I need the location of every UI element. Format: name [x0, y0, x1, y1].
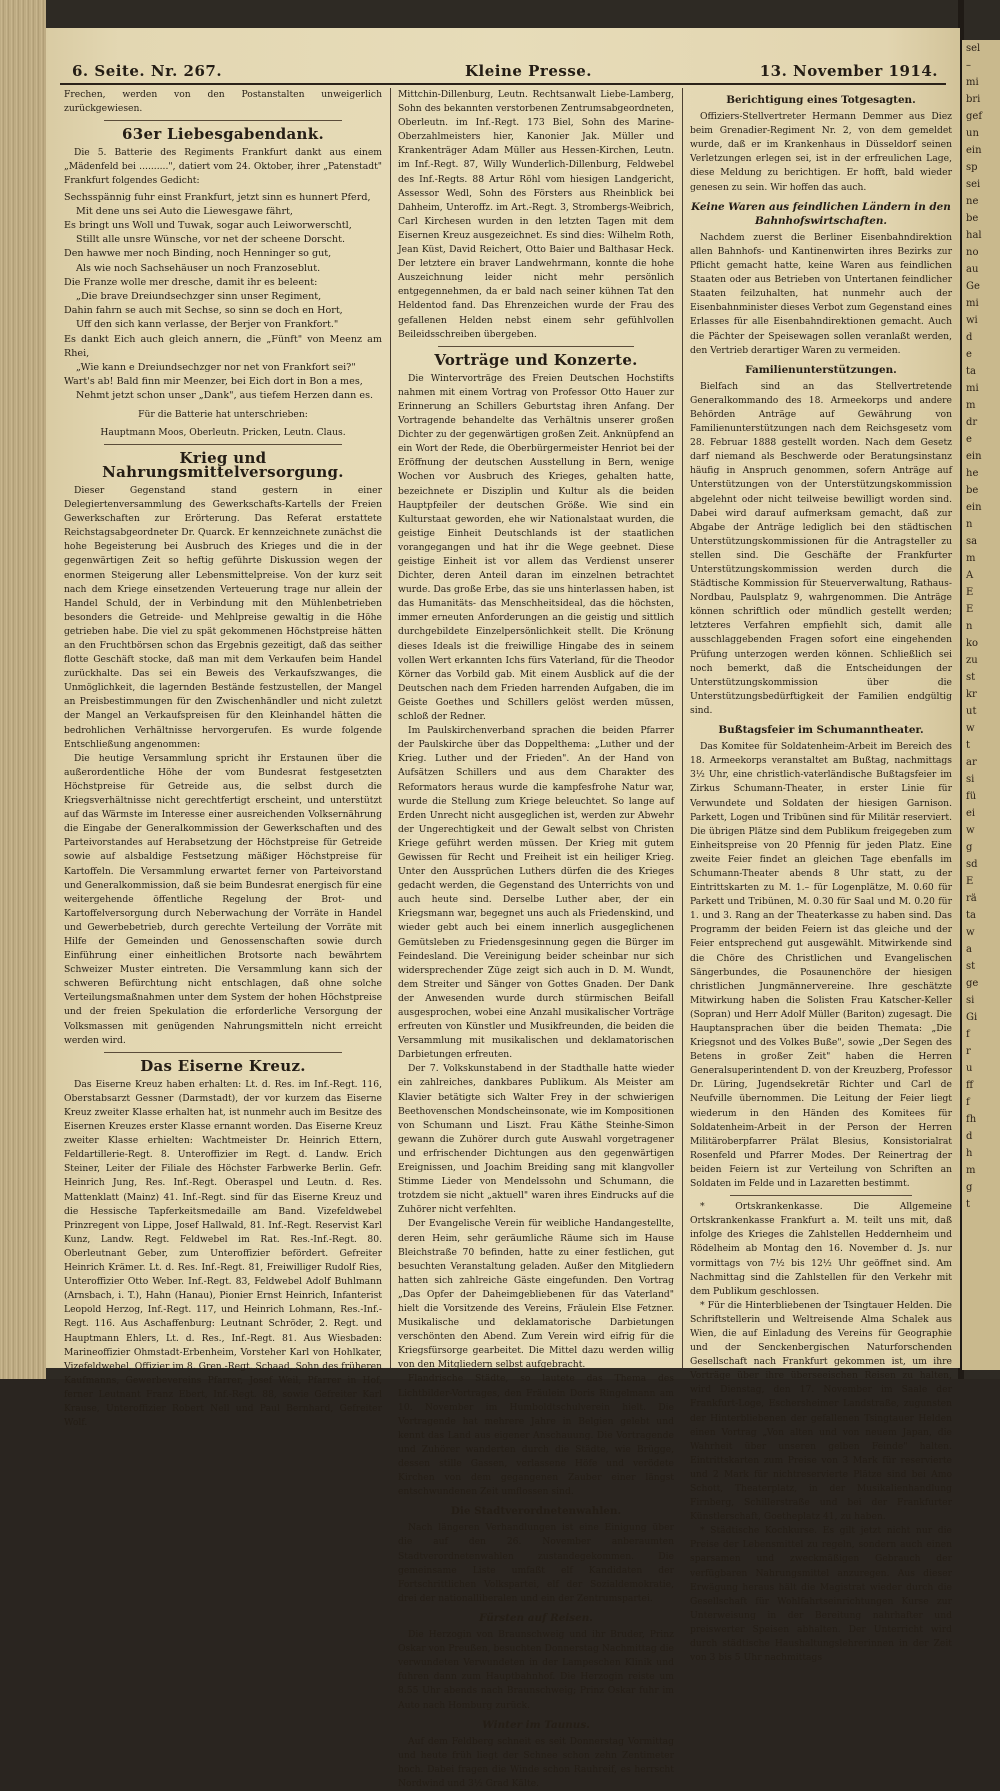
fragment-line: e [966, 434, 972, 445]
article-paragraph: Die heutige Versammlung spricht ihr Erstaunen über die außerordentliche Höhe der vom Bundesrat festgesetzten Höchstpreise für Getreide aus, die selbst durch die Kriegsverhältnisse nicht gerechtfertigt erscheint, und unterstützt auf das Wärmste im Interesse einer ausreichenden Volksernährung die Eingabe der Generalkommission der Gewerkschaften und des Parteivorstandes auf Herabsetzung der Höchstpreise für Getreide sowie auf alsbaldige Festsetzung mäßiger Höchstpreise für Kartoffeln. Die Versammlung erwartet ferner von Parteivorstand und Generalkommission, daß sie beim Bundesrat energisch für eine weitergehende öffentliche Regelung der Brot- und Kartoffelversorgung durch Neberwachung der Vorräte in Handel und Gewerbebetrieb, durch gerechte Verteilung der Vorräte mit Hilfe der Gemeinden und Genossenschaften sowie durch Einführung einer einheitlichen Brotsorte nach bewährtem Schweizer Muster eintreten. Die Versammlung kann sich der schweren Befürchtung nicht entschlagen, daß ohne solche Verteilungsmaßnahmen unter dem System der hohen Höchstpreise und der freien Spekulation die erforderliche Versorgung der Volksmassen mit genügenden Nahrungsmitteln nicht erreicht werden wird. [64, 752, 382, 1046]
divider [104, 120, 342, 121]
fragment-line: m [966, 400, 976, 411]
article-title: Bußtagsfeier im Schumanntheater. [718, 724, 924, 737]
article-paragraph: Mittchin-Dillenburg, Leutn. Rechtsanwalt Liebe-Lamberg, Sohn des bekannten verstorbenen Zentrumsabgeordneten, Oberleutn. im Inf.-Regt. 173 Biel, Sohn des Marine-Oberzahlmeisters hier, Kanonier Jak. Müller und Krankenträger Adam Müller aus Hessen-Kirchen, Leutn. im Inf.-Regt. 87, Willy Wunderlich-Dillenburg, Feldwebel des Inf.-Regts. 88 Artur Röhl vom hiesigen Landgericht, Assessor Wedl, Sohn des Försters aus Rheinblick bei Dahheim, Unteroffz. im Art.-Regt. 3, Strombergs-Weibrich, Carl Kirchesen wurden in den letzten Tagen mit dem Eisernen Kreuz ausgezeichnet. Es sind dies: Wilhelm Roth, Jean Küst, David Reichert, Otto Baier und Balthasar Heck. Der letztere ein braver Landwehrmann, konnte die hohe Auszeichnung leider nicht mehr persönlich entgegennehmen, da er bald nach seiner kühnen Tat den Heldentod fand. Das Ehrenzeichen wurde der Frau des gefallenen Helden nebst einem sehr gefühlvollen Beileidsschreiben übergeben. [398, 89, 674, 340]
article-title: Vorträge und Konzerte. [434, 350, 638, 369]
poem-line: Sechsspännig fuhr einst Frankfurt, jetzt sinn es hunnert Pferd, [64, 191, 371, 203]
fragment-line: si [966, 995, 975, 1006]
fragment-line: u [966, 1063, 973, 1074]
article-title: Das Eiserne Kreuz. [140, 1056, 306, 1075]
fragment-line: ein [966, 145, 982, 156]
article-paragraph: Dieser Gegenstand stand gestern in einer Delegiertenversammlung des Gewerkschafts-Kartells der Freien Gewerkschaften zur Erörterung. Das Referat erstattete Reichstagsabgeordneter Dr. Quarck. Er kennzeichnete zunächst die hohe Begeisterung bei Ausbruch des Krieges und die in der gegenwärtigen Zeit so heftig geführte Diskussion wegen der enormen Steigerung aller Lebensmittelpreise. Von der kurz seit nach dem Kriege einsetzenden Verteuerung trage nur allein der Handel Schuld, der in Verbindung mit den Mühlenbetrieben besonders die Getreide- und Mehlpreise gewaltig in die Höhe getrieben habe. Die viel zu spät gekommenen Höchstpreise hätten an den Fruchtbörsen schon das Ergebnis gezeitigt, daß das seither flotte Geschäft stocke, daß man mit dem Verkaufen beim Handel zurückhalte. Das sei ein Beweis des Verkaufszwanges, die Unmöglichkeit, die lagernden Bestände festzustellen, der Mangel an Preisbestimmungen für den Zwischenhändler und nicht zuletzt der Mangel an Verkaufspreisen für den Kleinhandel hätten die bedrohlichen Verhältnisse hervorgerufen. Es wurde folgende Entschließung angenommen: [64, 484, 382, 750]
fragment-line: st [966, 672, 976, 683]
fragment-line: E [966, 604, 974, 615]
article-paragraph: Das Komitee für Soldatenheim-Arbeit im Bereich des 18. Armeekorps veranstaltet am Bußtag, nachmittags 3½ Uhr, eine christlich-vaterländische Bußtagsfeier im Zirkus Schumann-Theater, in erster Linie für Verwundete und Soldaten der hiesigen Garnison. Parkett, Logen und Tribünen sind für Militär reserviert. Die übrigen Plätze sind dem Publikum freigegeben zum Einheitspreise von 20 Pfennig für jeden Platz. Eine zweite Feier findet an gleichen Tage ebenfalls im Schumann-Theater abends 8 Uhr statt, zu der Eintrittskarten zu M. 1.– für Logenplätze, M. 0.60 für Parkett und Tribünen, M. 0.30 für Saal und M. 0.20 für 1. und 3. Rang an der Theaterkasse zu haben sind. Das Programm der beiden Feiern ist das gleiche und der Feier entsprechend gut ausgewählt. Mitwirkende sind die Chöre des Christlichen und Evangelischen Sängerbundes, die Posaunenchöre der hiesigen christlichen Jungmännervereine. Ihre geschätzte Mitwirkung haben die Solisten Frau Katscher-Keller (Sopran) und Herr Adolf Müller (Bariton) zugesagt. Die Hauptansprachen über die beiden Themata: „Die Kriegsnot und des Volkes Buße", sowie „Der Segen des Betens in großer Zeit" haben die Herren Generalsuperintendent D. von der Kreuzberg, Professor Dr. Lüring, Jugendsekretär Richter und Carl de Neufville übernommen. Die Leitung der Feier liegt wiederum in den Händen des Komitees für Soldatenheim-Arbeit in der Person der Herren Militäroberpfarrer Prälat Blesius, Konsistorialrat Rosenfeld und Pfarrer Modes. Der Reinertrag der beiden Feiern ist zur Verteilung von Schriften an Soldaten im Felde und in Lazaretten bestimmt. [690, 741, 952, 1190]
fragment-line: g [966, 1182, 973, 1193]
fragment-line: f [966, 1097, 970, 1108]
fragment-line: d [966, 1131, 973, 1142]
fragment-line: dr [966, 417, 978, 428]
article-title: Die Stadtverordnetenwahlen. [450, 1505, 622, 1518]
fragment-line: e [966, 349, 972, 360]
fragment-line: sd [966, 859, 978, 870]
fragment-line: m [966, 1165, 976, 1176]
poem-line: „Die brave Dreiundsechzger sinn unser Regiment, [76, 290, 322, 302]
fragment-line: r [966, 1046, 971, 1057]
fragment-line: sa [966, 536, 978, 547]
article-title: Berichtigung eines Totgesagten. [726, 94, 916, 106]
poem-line: Mit dene uns sei Auto die Liewesgawe fährt, [76, 205, 293, 217]
article-title: Keine Waren aus feindlichen Ländern in den Bahnhofswirtschaften. [691, 200, 951, 227]
fragment-line: ta [966, 910, 976, 921]
fragment-line: mi [966, 77, 979, 88]
column-rule [390, 88, 391, 1368]
fragment-line: h [966, 1148, 973, 1159]
poem-line: Wart's ab! Bald finn mir Meenzer, bei Eich dort in Bon a mes, [64, 376, 363, 388]
fragment-line: t [966, 740, 971, 751]
article-paragraph: Für die Batterie hat unterschrieben: [138, 408, 308, 420]
article-title: 63er Liebesgabendank. [122, 125, 324, 144]
article-paragraph: * Ortskrankenkasse. Die Allgemeine Ortskrankenkasse Frankfurt a. M. teilt uns mit, daß infolge des Krieges die Zahlstellen Heddernheim und Rödelheim ab Montag den 16. November d. Js. nur vormittags von 7½ bis 12½ Uhr geöffnet sind. Am Nachmittag sind die Zahlstellen für den Verkehr mit dem Publikum geschlossen. [690, 1201, 952, 1297]
divider [730, 1195, 912, 1196]
fragment-line: E [966, 587, 974, 598]
fragment-line: ar [966, 757, 977, 768]
fragment-line: Gi [966, 1012, 978, 1023]
fragment-line: sei [966, 179, 981, 190]
poem-line: Nehmt jetzt schon unser „Dank", aus tiefem Herzen dann es. [76, 390, 374, 402]
poem-line: „Wie kann e Dreiundsechzger nor net von Frankfort sei?" [76, 362, 356, 373]
fragment-line: ei [966, 808, 976, 819]
article-paragraph: Flandrische Städte, so lautete das Thema des Lichtbilder-Vortrages, den Fräulein Doris Ringelmann am 10. November im Humboldtschulverein hielt. Die Vortragende hat mehrere Jahre in Belgien gelebt und kennt das Land aus eigener Anschauung. Die Vortragende und Zuhörer wanderten durch die Städte, wie Brügge, dessen stille Gassen, verlassene Höfe und verödete Kirchen von dem gegangenen Zauber einer längst entschwundenen Zeit umflossen sind. [398, 1373, 674, 1498]
poem-line: Die Franze wolle mer dresche, damit ihr es beleent: [64, 276, 318, 288]
fragment-line: w [966, 723, 975, 734]
fragment-line: si [966, 774, 975, 785]
article-paragraph: * Für die Hinterbliebenen der Tsingtauer Helden. Die Schriftstellerin und Weltreisende Alma Schalek aus Wien, die auf Einladung des Vereins für Geographie und der Senckenbergischen Naturforschenden Gesellschaft nach Frankfurt gekommen ist, um ihre Vorträge über ihre überseeischen Reisen zu halten, wird Dienstag, den 17. November im Saale der Frankfurt-Loge, Eschersheimer Landstraße, zugunsten der Hinterbliebenen der gefallenen Tsingtauer Helden einen Vortrag „Von alten und von neuem Japan, die Wahrheit über unseren gelben Feinde" halten. Eintrittskarten zum Preise von 3 Mark für reservierte und 2 Mark für nichtreservierte Plätze sind bei Amo Schott, Theaterplatz, in der Musikalienhandlung Firnberg, Schillerstraße und bei der Frankfurter Künstlerschaft, Goetheplatz 41, zu haben. [690, 1299, 952, 1523]
fragment-line: t [966, 1199, 971, 1210]
fragment-line: un [966, 128, 979, 139]
poem-line: Es dankt Eich auch gleich annern, die „Fünft" von Meenz am Rhei, [64, 333, 382, 359]
article-paragraph: Nach längeren Verhandlungen ist eine Einigung über die auf den 26. November anberaumten Stadtverordnetenwahlen zustandegekommen. Die gemeinsame Liste umfaßt elf Kandidaten der Fortschrittlichen Volkspartei, elf der Sozialdemokratie, drei der nationalliberalen und ein der Zentrumspartei. [398, 1522, 674, 1604]
fragment-line: be [966, 485, 979, 496]
fragment-line: n [966, 519, 973, 530]
newspaper-title: Kleine Presse. [465, 62, 593, 80]
fragment-line: kr [966, 689, 977, 700]
fragment-line: n [966, 621, 973, 632]
divider [104, 1052, 342, 1053]
header-rule [60, 83, 946, 85]
fragment-line: f [966, 1029, 970, 1040]
divider [438, 346, 634, 347]
fragment-line: fü [966, 791, 977, 802]
poem-line: Als wie noch Sachsehäuser un noch Franzoseblut. [76, 262, 321, 274]
fragment-line: st [966, 961, 976, 972]
article-paragraph: Der Evangelische Verein für weibliche Handangestellte, deren Heim, sehr geräumliche Räume sich im Hause Bleichstraße 70 befinden, hatte zu einer festlichen, gut besuchten Veranstaltung geladen. Außer den Mitgliedern hatten sich zahlreiche Gäste eingefunden. Den Vortrag „Das Opfer der Daheimgebliebenen für das Vaterland" hielt die Vorsitzende des Vereins, Fräulein Else Fetzner. Musikalische und deklamatorische Darbietungen verschönten den Abend. Zum Verein wird eifrig für die Kriegsfürsorge gearbeitet. Die Mittel dazu werden willig von den Mitgliedern selbst aufgebracht. [398, 1218, 674, 1371]
article-paragraph: Nachdem zuerst die Berliner Eisenbahndirektion allen Bahnhofs- und Kantinenwirten ihres Bezirks zur Pflicht gemacht hatte, keine Waren aus feindlichen Staaten oder aus Betrieben von Untertanen feindlicher Staaten feilzuhalten, hat nunmehr auch der Eisenbahnminister dieses Verbot zum Gegenstand eines Erlasses für alle Eisenbahndirektionen gemacht. Auch die Pächter der Speisewagen sollen veranlaßt werden, den Vertrieb derartiger Waren zu vermeiden. [690, 231, 952, 356]
adjacent-page-fragment [962, 40, 1000, 1370]
signature: Hauptmann Moos, Oberleutn. Pricken, Leutn. Claus. [100, 426, 346, 438]
fragment-line: mi [966, 383, 979, 394]
article-paragraph: Das Eiserne Kreuz haben erhalten: Lt. d. Res. im Inf.-Regt. 116, Oberstabsarzt Gessner (Darmstadt), der vor kurzem das Eiserne Kreuz zweiter Klasse erhalten hat, ist nunmehr auch im Besitze des Eisernen Kreuzes erster Klasse ernannt worden. Das Eiserne Kreuz zweiter Klasse erhielten: Wachtmeister Dr. Heinrich Ettern, Feldartillerie-Regt. 8. Unteroffizier im Regt. d. Landw. Erich Steiner, Leiter der Filiale des Höchster Farbwerke Berlin. Gefr. Heinrich Jung, Res. Inf.-Regt. Oberaspel und Leutn. d. Res. Mattenklatt (Mainz) 41. Inf.-Regt. sind für das Eiserne Kreuz und die Hessische Tapferkeitsmedaille am Band. Vizefeldwebel Prinzregent von Lippe, Josef Hallwald, 81. Inf.-Regt. Reservist Karl Kunz, Landw. Regt. Feldwebel im Rat. Res.-Inf.-Regt. 80. Oberleutnant Geber, zum Unteroffizier befördert. Gefreiter Heinrich Krämer. Lt. d. Res. Inf.-Regt. 81, Freiwilliger Rudolf Ries, Unteroffizier Otto Weber. Inf.-Regt. 83, Feldwebel Adolf Buhlmann (Arnsbach, i. T.), Hahn (Hanau), Pionier Ernst Heinrich, Infanterist Leopold Herzog, Inf.-Regt. 117, und Heinrich Lohmann, Res.-Inf.-Regt. 116. Aus Aschaffenburg: Leutnant Schröder, 2. Regt. und Hauptmann Ehlers, Lt. d. Res., Inf.-Regt. 81. Aus Wiesbaden: Marineoffizier Ohmstadt-Erbenheim, Vorsteher Karl von Hohlkater, Vizefeldwebel, Offizier im 8. Gren.-Regt. Schaad, Sohn des früheren Kaufmanns, Gewerbevereins Pfarrer, Josef Weil, Pfarrer in Hof, ferner Leutnant Franz Ebert, Inf.-Regt. 88, sowie Gefreiter Karl Krause, Unteroffizier Robert Nell und Paul Bernhard, Gefreiter Wolf. [64, 1078, 382, 1429]
article-paragraph: Der 7. Volkskunstabend in der Stadthalle hatte wieder ein zahlreiches, dankbares Publikum. Als Meister am Klavier betätigte sich Walter Frey in der schwierigen Beethovenschen Mondscheinsonate, wie im Kompositionen von Schumann und Liszt. Frau Käthe Steinhe-Simon gewann die Zuhörer durch gute Auswahl vorgetragener und erfrischender Dichtungen aus den gegenwärtigen Ereignissen, und Joachim Breiding sang mit klangvoller Stimme Lieder von Mendelssohn und Schumann, die trotzdem sie nicht „aktuell" waren ihres Eindrucks auf die Zuhörer nicht verfehlten. [398, 1063, 674, 1216]
fragment-line: ta [966, 366, 976, 377]
fragment-line: w [966, 927, 975, 938]
issue-date: 13. November 1914. [759, 62, 938, 80]
fragment-line: Ge [966, 281, 980, 292]
fragment-line: sp [966, 162, 978, 173]
column-rule [682, 88, 683, 1368]
divider [104, 444, 342, 445]
article-title: Winter im Taunus. [482, 1718, 590, 1731]
fragment-line: ge [966, 978, 979, 989]
article-paragraph: Auf dem Feldberg schneit es seit Donnerstag Vormittag und heute früh liegt der Schnee schon zehn Zentimeter hoch. Dabei fragen die Winde schon Rauhreif, es herrscht Nordwind und 3½ Grad Kälte. [398, 1735, 674, 1789]
page-number: 6. Seite. Nr. 267. [72, 62, 223, 80]
fragment-line: wi [966, 315, 978, 326]
fragment-line: d [966, 332, 973, 343]
poem-line: Den hawwe mer noch Binding, noch Henninger so gut, [64, 248, 332, 260]
fragment-line: ne [966, 196, 979, 207]
column-1 [64, 88, 382, 1430]
fragment-line: gef [966, 111, 983, 122]
intro-paragraph: Frechen, werden von den Postanstalten unweigerlich zurückgewiesen. [64, 89, 382, 115]
poem-line: Stillt alle unsre Wünsche, vor net der scheene Dorscht. [76, 234, 346, 246]
fragment-line: g [966, 842, 973, 853]
article-paragraph: Im Paulskirchenverband sprachen die beiden Pfarrer der Paulskirche über das Doppelthema: „Luther und der Krieg. Luther und der Frieden". An der Hand von Aufsätzen Schillers und aus dem Charakter des Reformators heraus wurde die kampfesfrohe Natur war, wurde die Stellung zum Kriege beleuchtet. So lange auf Erden Unrecht nicht ausgeglichen ist, werden zur Abwehr der Ungerechtigkeit und der Gewalt selbst von Christen Kriege geführt werden müssen. Der Krieg mit gutem Gewissen für Recht und Freiheit ist ein heiliger Krieg. Unter den Aussprüchen Luthers dürfen die des Krieges gedacht werden, die Gegenstand des Unterrichts von und auch heute sind. Derselbe Luther aber, der ein Kriegsmann war, begegnet uns auch als Friedenskind, und wieder gebt auch bei einem innerlich ausgeglichenen Gemütsleben zu Friedensgesinnung gegen die Bürger im Feindesland. Die Vereinigung beider scheinbar nur sich widersprechender Züge zeigt sich auch in D. M. Wundt, dem Streiter und Sänger von Gottes Gnaden. Der Dank der Anwesenden wurde durch stürmischen Beifall ausgesprochen, wobei eine Anzahl musikalischer Vorträge erfreuten von Künstler und Musikfreunden, die beiden die Versammlung mit musikalischen und deklamatorischen Darbietungen erfreuten. [398, 725, 674, 1061]
poem [64, 191, 382, 404]
poem-line: Es bringt uns Woll und Tuwak, sogar auch Leiworwerschtl, [64, 219, 352, 231]
article-paragraph: * Städtische Kochkurse. Es gilt jetzt nicht nur die Preise der Lebensmittel zu regeln, sondern auch einen sparsamen und zweckmäßigen Gebrauch der verfügbaren Nahrungsmittel anzuregen. Aus dieser Erwägung heraus hält die Magistrat wieder durch die Gesellschaft für Wohlfahrtseinrichtungen Kurse zur Unterweisung in der Bereitung nahrhafter und preiswerter Speisen abhalten. Der Unterricht wird durch städtische Haushaltungslehrerinnen in der Zeit von 3 bis 5 Uhr nachmittags [690, 1525, 952, 1664]
fragment-line: fh [966, 1114, 977, 1125]
fragment-line: ein [966, 451, 982, 462]
article-paragraph: Die 5. Batterie des Regiments Frankfurt dankt aus einem „Mädenfeld bei ..........", datiert vom 24. Oktober, ihrer „Patenstadt" Frankfurt folgendes Gedicht: [64, 147, 382, 187]
poem-line: Dahin fahrn se auch mit Sechse, so sinn se doch en Hort, [64, 305, 343, 317]
fragment-line: ko [966, 638, 979, 649]
fragment-line: no [966, 247, 979, 258]
article-paragraph: Offiziers-Stellvertreter Hermann Demmer aus Diez beim Grenadier-Regiment Nr. 2, von dem gemeldet wurde, daß er im Krankenhaus in Düsseldorf seinen Verletzungen erlegen sei, ist in der erfreulichen Lage, diese Meldung zu berichtigen. Er hofft, bald wieder genesen zu sein. Wir hoffen das auch. [690, 111, 952, 193]
fragment-line: zu [966, 655, 978, 666]
fragment-line: E [966, 876, 974, 887]
fragment-line: sel [966, 43, 981, 54]
newspaper-page [46, 28, 960, 1789]
column-2 [398, 88, 674, 1791]
article-title: Krieg und Nahrungsmittelversorgung. [102, 448, 344, 481]
fragment-line: w [966, 825, 975, 836]
poem-line: Uff den sich kann verlasse, der Berjer von Frankfort." [76, 319, 339, 331]
fragment-line: mi [966, 298, 979, 309]
fragment-line: rä [966, 893, 977, 904]
fragment-line: A [966, 570, 974, 581]
article-paragraph: Bielfach sind an das Stellvertretende Generalkommando des 18. Armeekorps und andere Behörden Anträge auf Gewährung von Familienunterstützungen nach dem Reichsgesetz vom 28. Februar 1888 gestellt worden. Nach dem Gesetz darf niemand als Beschwerde oder Beratungsinstanz häufig in Anspruch genommen, sofern Anträge auf Unterstützungen von der Unterstützungskommission abgelehnt oder nicht teilweise bewilligt worden sind. Dabei wird darauf aufmerksam gemacht, daß zur Abgabe der Anträge lediglich bei den städtischen Unterstützungskommissionen für die Antragsteller zu stellen sind. Die Geschäfte der Frankfurter Unterstützungskommission werden durch die Städtische Kommission für Steuerverwaltung, Rathaus-Nordbau, Paulsplatz 9, wahrgenommen. Die Anträge können schriftlich oder mündlich gestellt werden; letzteres Verfahren empfiehlt sich, damit alle ausschlaggebenden Fragen sofort eine eingehenden Prüfung unterzogen werden können. Schließlich sei noch bemerkt, daß die Entscheidungen der Unterstützungskommission über die Unterstützungsbedürftigkeit der Familien endgültig sind. [690, 380, 952, 716]
page-header [60, 28, 946, 80]
article-paragraph: Die Wintervorträge des Freien Deutschen Hochstifts nahmen mit einem Vortrag von Professor Otto Hauer zur Erinnerung an Schillers Geburtstag ihren Anfang. Der Vortragende behandelte das Verhältnis unserer großen Dichter zu der gegenwärtigen großen Zeit. Anknüpfend an ein Wort der Rede, die Oberbürgermeister Henriot bei der Eröffnung der deutschen Ausstellung in Bern, wenige Wochen vor Ausbruch des Krieges, gehalten hatte, bezeichnete er Disziplin und Kultur als die beiden Hauptpfeiler der deutschen Größe. Wie sind ein Kulturstaat geworden, ehe wir Nationalstaat wurden, die geistige Einheit Deutschlands ist der staatlichen vorangegangen und hat ihr die Wege geebnet. Diese geistige Einheit ist vor allem das Verdienst unserer Dichter, deren Anteil daran im einzelnen betrachtet wurde. Das große Erbe, das sie uns hinterlassen haben, ist das Humanitäts- das Menschheitsideal, das die höchsten, immer erneuten Anforderungen an die geistig und sittlich durchgebildete Einzelpersönlichkeit stellt. Die Krönung dieses Ideals ist die freiwillige Hingabe des in seinem vollen Wert erkannten Ichs fürs Vaterland, für die Theodor Körner das Vorbild gab. Mit einem Ausblick auf die der Deutschen nach dem Frieden harrenden Aufgaben, die im Geiste Goethes und Schillers gelöst werden müssen, schloß der Redner. [398, 372, 674, 723]
fragment-line: – [966, 60, 971, 71]
book-page-edges [0, 0, 46, 1379]
fragment-line: ut [966, 706, 977, 717]
fragment-line: bri [966, 94, 981, 105]
fragment-line: be [966, 213, 979, 224]
article-title: Fürsten auf Reisen. [479, 1611, 593, 1624]
column-3 [690, 88, 952, 1665]
fragment-line: hal [966, 230, 982, 241]
article-title: Familienunterstützungen. [745, 363, 897, 376]
fragment-line: a [966, 944, 972, 955]
fragment-line: ff [966, 1080, 974, 1091]
fragment-line: ein [966, 502, 982, 513]
fragment-line: au [966, 264, 979, 275]
fragment-line: m [966, 553, 976, 564]
article-paragraph: Die Herzogin von Braunschweig und ihr Bruder, Prinz Oskar von Preußen, besuchten Donnerstag Nachmittag die verwundeten Verwundeten in der Lampeschen Klinik und fuhren dann zum Hauptbahnhof. Die Herzogin reiste um 8.55 Uhr abends nach Braunschweig; Prinz Oskar fuhr im Auto nach Homburg zurück. [398, 1629, 674, 1711]
fragment-line: he [966, 468, 979, 479]
